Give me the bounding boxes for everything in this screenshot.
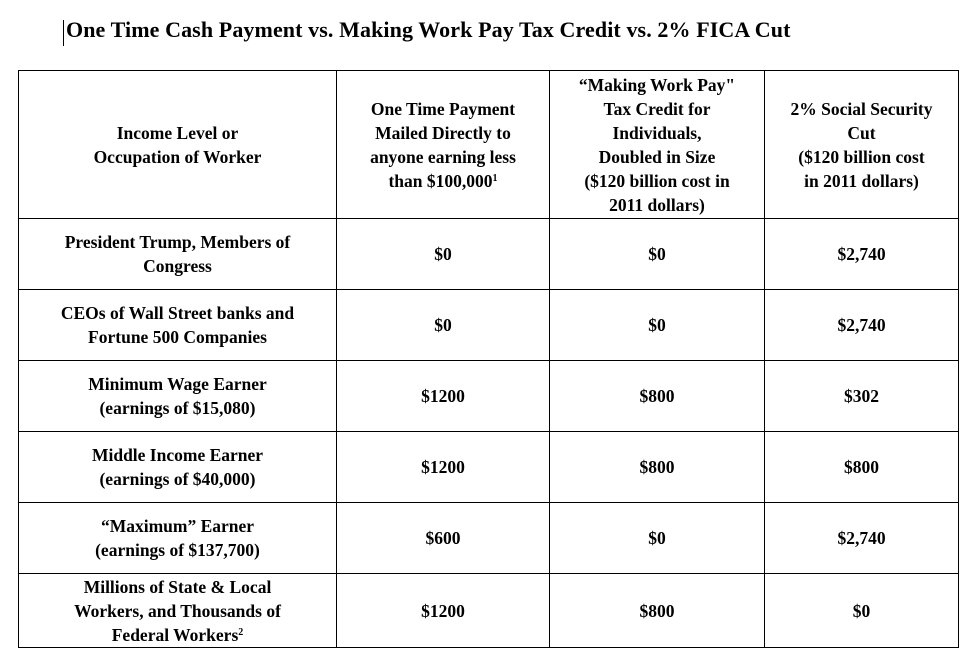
row-label-line: President Trump, Members of: [64, 232, 291, 252]
row-label: [19, 290, 337, 361]
cell-one-time-payment: $1200: [337, 361, 550, 432]
row-label: [19, 432, 337, 503]
text-cursor: [63, 20, 64, 46]
cell-making-work-pay: $800: [550, 361, 765, 432]
header-line: Cut: [847, 122, 876, 143]
row-label-line: “Maximum” Earner: [100, 516, 255, 536]
table-row: [19, 290, 959, 361]
table-row: [19, 361, 959, 432]
cell-social-security-cut: $0: [765, 574, 959, 648]
header-line: Doubled in Size: [598, 146, 716, 167]
header-line: in 2011 dollars): [804, 170, 919, 191]
row-label-line: Minimum Wage Earner: [88, 374, 267, 394]
table-row: [19, 219, 959, 290]
cell-one-time-payment: $1200: [337, 432, 550, 503]
header-line: 2011 dollars): [609, 194, 705, 215]
header-line: “Making Work Pay": [578, 74, 736, 95]
header-line: Occupation of Worker: [93, 146, 262, 167]
table-row: [19, 574, 959, 648]
header-line: Mailed Directly to: [375, 122, 511, 143]
header-one-time-payment: [337, 71, 550, 219]
footnote-marker: 1: [492, 172, 498, 184]
cell-social-security-cut: $302: [765, 361, 959, 432]
header-line: One Time Payment: [370, 98, 516, 119]
row-label-line: Workers, and Thousands of: [74, 600, 281, 621]
cell-social-security-cut: $800: [765, 432, 959, 503]
row-label-line: Millions of State & Local: [83, 576, 272, 597]
cell-social-security-cut: $2,740: [765, 503, 959, 574]
row-label: [19, 219, 337, 290]
header-line: [345, 169, 541, 193]
cell-making-work-pay: $800: [550, 574, 765, 648]
header-line: Tax Credit for: [603, 98, 711, 119]
row-label-line: Fortune 500 Companies: [88, 327, 267, 347]
cell-one-time-payment: $0: [337, 290, 550, 361]
header-social-security-cut: [765, 71, 959, 219]
row-label: [19, 361, 337, 432]
row-label-line: Congress: [143, 256, 212, 276]
cell-making-work-pay: $0: [550, 503, 765, 574]
row-label-line-text: Federal Workers: [111, 624, 239, 645]
table-row: [19, 503, 959, 574]
cell-making-work-pay: $0: [550, 219, 765, 290]
header-income-level: [19, 71, 337, 219]
cell-making-work-pay: $800: [550, 432, 765, 503]
table-row: [19, 432, 959, 503]
row-label-line: (earnings of $40,000): [99, 469, 256, 489]
comparison-table: [18, 70, 959, 648]
cell-social-security-cut: $2,740: [765, 290, 959, 361]
row-label: [19, 574, 337, 648]
header-line: ($120 billion cost: [798, 146, 925, 167]
cell-social-security-cut: $2,740: [765, 219, 959, 290]
header-line: ($120 billion cost in: [584, 170, 730, 191]
header-line: Income Level or: [116, 122, 239, 143]
cell-one-time-payment: $600: [337, 503, 550, 574]
header-line: Individuals,: [612, 122, 702, 143]
row-label: [19, 503, 337, 574]
footnote-marker: 2: [238, 626, 244, 638]
row-label-line: CEOs of Wall Street banks and: [60, 303, 295, 323]
cell-making-work-pay: $0: [550, 290, 765, 361]
cell-one-time-payment: $1200: [337, 574, 550, 648]
row-label-line: Middle Income Earner: [91, 445, 264, 465]
cell-one-time-payment: $0: [337, 219, 550, 290]
row-label-line: (earnings of $15,080): [99, 398, 256, 418]
row-label-line: [27, 623, 328, 647]
header-line: anyone earning less: [370, 146, 516, 167]
header-making-work-pay: [550, 71, 765, 219]
table-header-row: [19, 71, 959, 219]
header-line-text: than $100,000: [388, 170, 493, 191]
page-title: One Time Cash Payment vs. Making Work Pay Tax Credit vs. 2% FICA Cut: [66, 17, 791, 42]
row-label-line: (earnings of $137,700): [95, 540, 260, 560]
header-line: 2% Social Security: [790, 98, 933, 119]
